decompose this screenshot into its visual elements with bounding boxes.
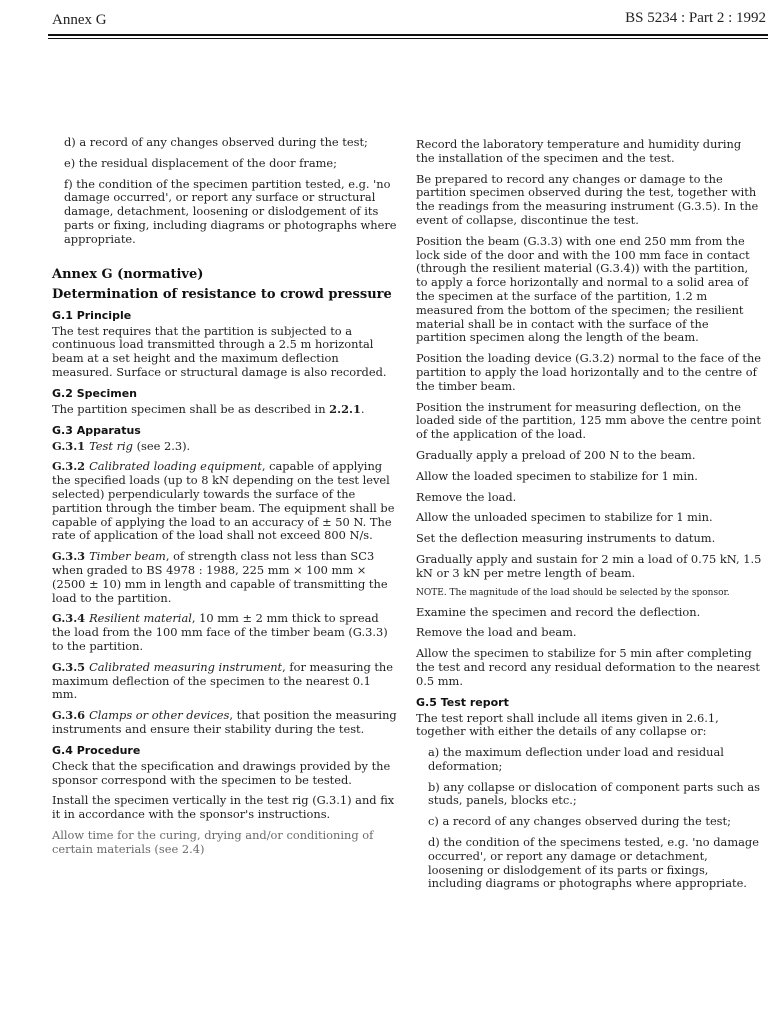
running-header — [52, 10, 768, 32]
paragraph: Install the specimen vertically in the test rig (G.3.1) and fix it in accordance with the sponsor's instructions. — [52, 793, 395, 822]
clause-number: G.3.4 — [52, 611, 90, 626]
clause-g36 — [52, 709, 398, 737]
header-standard-ref: BS 5234 : Part 2 : 1992 — [625, 10, 766, 26]
paragraph: Set the deflection measuring instruments to datum. — [416, 531, 716, 546]
clause-term: Clamps or other devices — [89, 708, 230, 723]
left-column — [52, 136, 398, 863]
clause-g35 — [52, 661, 398, 702]
clause-number: G.3.1 — [52, 438, 90, 453]
text-run: The partition specimen shall be as described in — [52, 401, 330, 416]
clause-number: G.3.5 — [52, 659, 90, 674]
list-item: d) the condition of the specimens tested, e.g. 'no damage occurred', or report any damage or detachment, loosening or dislodgement of its parts or fixings, including diagrams or photographs where appropriate. — [428, 835, 759, 891]
clause-term: Resilient material — [89, 611, 192, 626]
paragraph — [52, 403, 398, 417]
list-item: f) the condition of the specimen partition tested, e.g. 'no damage occurred', or report any surface or structural damage, detachment, loosening or dislodgement of its parts or fixing, including diagrams or photographs where appropriate. — [64, 176, 397, 246]
right-column — [416, 138, 762, 898]
paragraph: Gradually apply a preload of 200 N to the beam. — [416, 447, 696, 462]
text-run: . — [360, 401, 365, 416]
list-item: c) a record of any changes observed during the test; — [428, 814, 731, 829]
paragraph: Allow time for the curing, drying and/or conditioning of certain materials (see 2.4) — [52, 827, 374, 856]
clause-number: G.3.2 — [52, 459, 90, 474]
clause-text: , for measuring the maximum deflection of the specimen to the nearest 0.1 mm. — [52, 659, 394, 702]
header-rule-thin — [48, 38, 768, 39]
clause-number: G.3.6 — [52, 708, 90, 723]
clause-number: G.3.3 — [52, 549, 90, 564]
list-item: d) a record of any changes observed during the test; — [64, 135, 368, 149]
annex-heading: Annex G (normative) — [52, 266, 204, 282]
clause-term: Calibrated measuring instrument — [89, 659, 283, 674]
paragraph: The test requires that the partition is subjected to a continuous load transmitted through a 2.5 m horizontal beam at a set height and the maximum deflection measured. Surface or structural damage is also recorded. — [52, 323, 387, 379]
note: NOTE. The magnitude of the load should be selected by the sponsor. — [416, 587, 730, 598]
clause-g34 — [52, 612, 398, 653]
clause-g33 — [52, 550, 398, 605]
paragraph: Record the laboratory temperature and humidity during the installation of the specimen and the test. — [416, 137, 742, 165]
clause-text: , capable of applying the specified loads (up to 8 kN depending on the test level selected) perpendicularly towards the surface of the partition through the timber beam. The equipment shall be capable of applying the load to an accuracy of ± 50 N. The rate of application of the load shall not exceed 800 N/s. — [52, 459, 395, 543]
list-item: e) the residual displacement of the door frame; — [64, 155, 338, 170]
list-item: b) any collapse or dislocation of component parts such as studs, panels, blocks etc.; — [428, 779, 760, 808]
paragraph: The test report shall include all items given in 2.6.1, together with either the details of any collapse or: — [416, 710, 719, 739]
paragraph: Examine the specimen and record the deflection. — [416, 604, 701, 619]
clause-g31 — [52, 440, 398, 454]
clause-term: Timber beam — [89, 549, 166, 564]
annex-title: Determination of resistance to crowd pressure — [52, 286, 392, 302]
section-heading-g2: G.2 Specimen — [52, 386, 137, 400]
paragraph: Check that the specification and drawings provided by the sponsor correspond with the specimen to be tested. — [52, 758, 391, 787]
paragraph: Allow the loaded specimen to stabilize for 1 min. — [416, 468, 698, 483]
clause-ref: 2.2.1 — [329, 401, 361, 416]
paragraph: Position the instrument for measuring deflection, on the loaded side of the partition, 125 mm above the centre point of the application of the load. — [416, 399, 761, 442]
clause-text: , of strength class not less than SC3 when graded to BS 4978 : 1988, 225 mm × 100 mm × (2500 ± 10) mm in length and capable of transmitting the load to the partition. — [52, 549, 388, 605]
clause-text: , 10 mm ± 2 mm thick to spread the load from the 100 mm face of the timber beam (G.3.3) to the partition. — [52, 611, 388, 653]
paragraph: Allow the unloaded specimen to stabilize for 1 min. — [416, 510, 713, 525]
paragraph: Position the beam (G.3.3) with one end 250 mm from the lock side of the door and with the 100 mm face in contact (through the resilient material (G.3.4)) with the partition, to apply a force horizontally and normal to a solid area of the specimen at the surface of the partition, 1.2 m measured from the bottom of the specimen; the resilient material shall be in contact with the surface of the partition specimen along the length of the beam. — [416, 233, 750, 345]
clause-term: Calibrated loading equipment — [89, 459, 262, 474]
clause-term: Test rig — [89, 438, 133, 453]
section-heading-g5: G.5 Test report — [416, 695, 509, 709]
paragraph: Remove the load and beam. — [416, 625, 577, 640]
paragraph: Remove the load. — [416, 489, 517, 504]
clause-text: (see 2.3). — [132, 438, 191, 453]
section-heading-g1: G.1 Principle — [52, 308, 132, 322]
section-heading-g3: G.3 Apparatus — [52, 423, 141, 437]
paragraph: Be prepared to record any changes or damage to the partition specimen observed during the test, together with the readings from the measuring instrument (G.3.5). In the event of collapse, discontinue the test. — [416, 171, 759, 227]
paragraph: Allow the specimen to stabilize for 5 min after completing the test and record any residual deformation to the nearest 0.5 mm. — [416, 646, 760, 688]
clause-text: , that position the measuring instruments and ensure their stability during the test. — [52, 708, 397, 736]
section-heading-g4: G.4 Procedure — [52, 743, 141, 757]
header-rule — [48, 34, 768, 36]
header-annex-label: Annex G — [52, 12, 107, 28]
clause-g32 — [52, 460, 398, 543]
paragraph: Position the loading device (G.3.2) normal to the face of the partition to apply the load horizontally and to the centre of the timber beam. — [416, 351, 762, 393]
paragraph: Gradually apply and sustain for 2 min a load of 0.75 kN, 1.5 kN or 3 kN per metre length of beam. — [416, 551, 762, 580]
list-item: a) the maximum deflection under load and residual deformation; — [428, 745, 724, 773]
